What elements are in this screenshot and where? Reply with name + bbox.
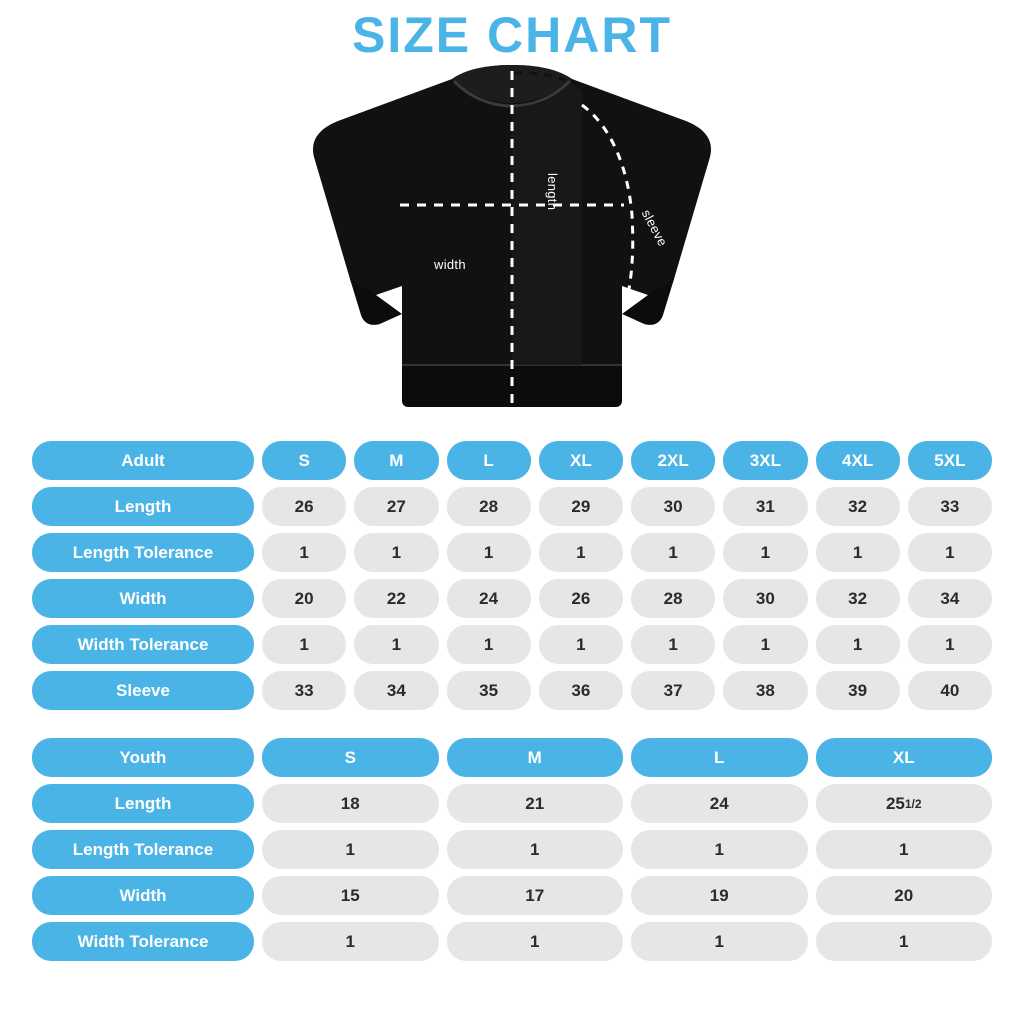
adult-col-2xl: 2XL — [631, 441, 715, 480]
youth-row-label-length-tolerance: Length Tolerance — [32, 830, 254, 869]
adult-width-tol-4xl: 1 — [816, 625, 900, 664]
adult-col-3xl: 3XL — [723, 441, 807, 480]
table-row — [32, 671, 992, 710]
youth-width-m: 17 — [447, 876, 624, 915]
youth-width-xl: 20 — [816, 876, 993, 915]
adult-width-tol-5xl: 1 — [908, 625, 992, 664]
youth-length-s: 18 — [262, 784, 439, 823]
adult-width-s: 20 — [262, 579, 346, 618]
adult-sleeve-xl: 36 — [539, 671, 623, 710]
adult-header-row — [32, 441, 992, 480]
adult-sleeve-2xl: 37 — [631, 671, 715, 710]
table-row — [32, 830, 992, 869]
adult-header-label: Adult — [32, 441, 254, 480]
youth-width-l: 19 — [631, 876, 808, 915]
youth-width-tol-xl: 1 — [816, 922, 993, 961]
adult-row-label-length-tolerance: Length Tolerance — [32, 533, 254, 572]
adult-col-4xl: 4XL — [816, 441, 900, 480]
adult-length-tol-l: 1 — [447, 533, 531, 572]
youth-length-tol-l: 1 — [631, 830, 808, 869]
youth-col-m: M — [447, 738, 624, 777]
table-row — [32, 876, 992, 915]
youth-width-s: 15 — [262, 876, 439, 915]
table-row — [32, 533, 992, 572]
youth-length-l: 24 — [631, 784, 808, 823]
youth-width-tol-m: 1 — [447, 922, 624, 961]
adult-length-tol-s: 1 — [262, 533, 346, 572]
adult-length-4xl: 32 — [816, 487, 900, 526]
page-title: SIZE CHART — [352, 7, 672, 63]
adult-sleeve-l: 35 — [447, 671, 531, 710]
youth-header-label: Youth — [32, 738, 254, 777]
width-label: width — [434, 257, 466, 272]
youth-row-label-width: Width — [32, 876, 254, 915]
adult-width-tol-2xl: 1 — [631, 625, 715, 664]
adult-length-tol-2xl: 1 — [631, 533, 715, 572]
adult-col-xl: XL — [539, 441, 623, 480]
table-row — [32, 922, 992, 961]
table-row — [32, 487, 992, 526]
adult-width-tol-xl: 1 — [539, 625, 623, 664]
youth-col-s: S — [262, 738, 439, 777]
adult-length-xl: 29 — [539, 487, 623, 526]
table-row — [32, 784, 992, 823]
youth-width-tol-l: 1 — [631, 922, 808, 961]
adult-col-s: S — [262, 441, 346, 480]
adult-width-tol-m: 1 — [354, 625, 438, 664]
table-row — [32, 579, 992, 618]
youth-length-tol-s: 1 — [262, 830, 439, 869]
adult-width-2xl: 28 — [631, 579, 715, 618]
sweatshirt-graphic — [282, 65, 742, 415]
youth-size-table — [0, 738, 1024, 961]
youth-header-row — [32, 738, 992, 777]
youth-row-label-length: Length — [32, 784, 254, 823]
adult-length-2xl: 30 — [631, 487, 715, 526]
youth-width-tol-s: 1 — [262, 922, 439, 961]
adult-width-l: 24 — [447, 579, 531, 618]
adult-width-tol-s: 1 — [262, 625, 346, 664]
youth-col-l: L — [631, 738, 808, 777]
garment-illustration — [0, 65, 1024, 425]
length-label: length — [545, 173, 560, 211]
adult-col-m: M — [354, 441, 438, 480]
youth-length-xl: 25 1 /2 — [816, 784, 993, 823]
adult-row-label-sleeve: Sleeve — [32, 671, 254, 710]
adult-sleeve-3xl: 38 — [723, 671, 807, 710]
adult-length-tol-xl: 1 — [539, 533, 623, 572]
youth-length-tol-xl: 1 — [816, 830, 993, 869]
youth-length-tol-m: 1 — [447, 830, 624, 869]
adult-width-4xl: 32 — [816, 579, 900, 618]
adult-width-3xl: 30 — [723, 579, 807, 618]
youth-row-label-width-tolerance: Width Tolerance — [32, 922, 254, 961]
adult-length-tol-m: 1 — [354, 533, 438, 572]
adult-width-m: 22 — [354, 579, 438, 618]
adult-length-tol-5xl: 1 — [908, 533, 992, 572]
adult-row-label-length: Length — [32, 487, 254, 526]
adult-width-tol-3xl: 1 — [723, 625, 807, 664]
adult-col-l: L — [447, 441, 531, 480]
adult-length-tol-4xl: 1 — [816, 533, 900, 572]
adult-length-5xl: 33 — [908, 487, 992, 526]
adult-size-table — [0, 441, 1024, 710]
adult-width-xl: 26 — [539, 579, 623, 618]
youth-length-m: 21 — [447, 784, 624, 823]
table-row — [32, 625, 992, 664]
adult-sleeve-4xl: 39 — [816, 671, 900, 710]
adult-sleeve-s: 33 — [262, 671, 346, 710]
adult-length-l: 28 — [447, 487, 531, 526]
adult-length-s: 26 — [262, 487, 346, 526]
adult-width-5xl: 34 — [908, 579, 992, 618]
adult-sleeve-m: 34 — [354, 671, 438, 710]
adult-col-5xl: 5XL — [908, 441, 992, 480]
youth-col-xl: XL — [816, 738, 993, 777]
adult-row-label-width: Width — [32, 579, 254, 618]
sleeve-label: sleeve — [638, 207, 671, 249]
adult-width-tol-l: 1 — [447, 625, 531, 664]
adult-length-3xl: 31 — [723, 487, 807, 526]
adult-sleeve-5xl: 40 — [908, 671, 992, 710]
adult-row-label-width-tolerance: Width Tolerance — [32, 625, 254, 664]
adult-length-m: 27 — [354, 487, 438, 526]
adult-length-tol-3xl: 1 — [723, 533, 807, 572]
